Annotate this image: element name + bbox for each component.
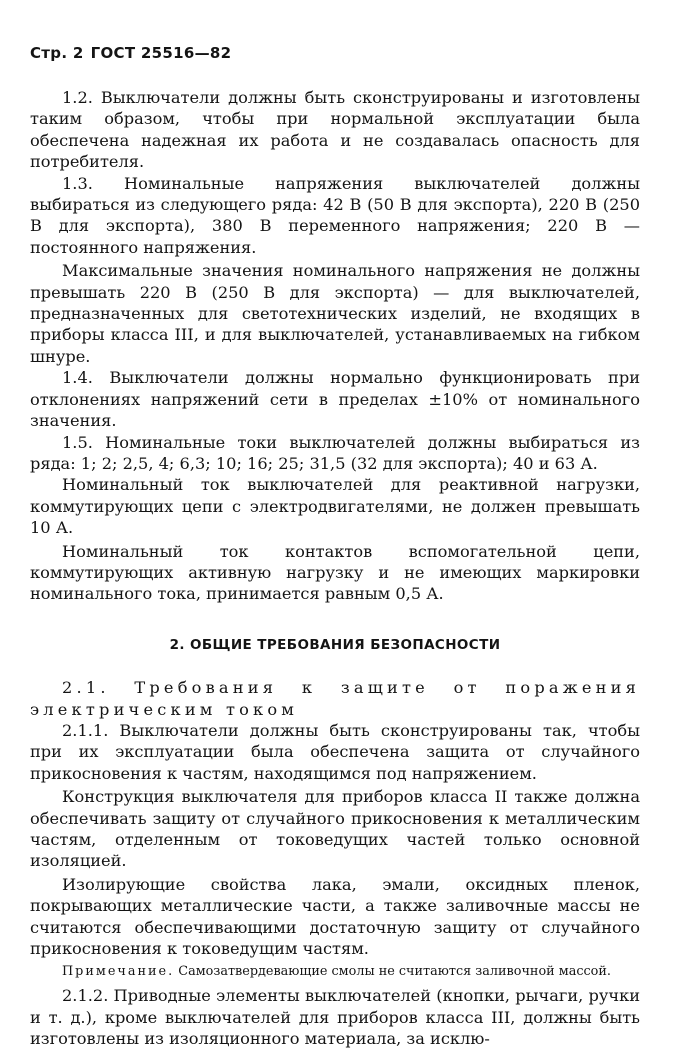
note (30, 963, 640, 981)
paragraph-2-1: 2.1. Требования к защите от поражения электрическим током (30, 678, 640, 719)
paragraph-max-voltage: Максимальные значения номинального напряжения не должны превышать 220 В (250 В для экспорта) — для выключателей, предназначенных для светотехнических изделий, не входящих в приборы класса III, и для выключателей, устанавливаемых на гибком шнуре. (30, 261, 640, 366)
note-label: Примечание. (62, 964, 175, 980)
paragraph-1-5: 1.5. Номинальные токи выключателей должны выбираться из ряда: 1; 2; 2,5, 4; 6,3; 10; 16; 25; 31,5 (32 для экспорта); 40 и 63 А. (30, 432, 640, 473)
paragraph-auxiliary-current: Номинальный ток контактов вспомогательной цепи, коммутирующих активную нагрузку и не имеющих маркировки номинального тока, принимается равным 0,5 А. (30, 541, 640, 604)
paragraph-reactive-load: Номинальный ток выключателей для реактивной нагрузки, коммутирующих цепи с электродвигателями, не должен превышать 10 А. (30, 475, 640, 538)
paragraph-2-1-2: 2.1.2. Приводные элементы выключателей (кнопки, рычаги, ручки и т. д.), кроме выключателей для приборов класса III, должны быть изготовлены из изоляционного материала, за исклю- (30, 986, 640, 1049)
standard-number: ГОСТ 25516—82 (90, 44, 232, 62)
section-2-title: 2. ОБЩИЕ ТРЕБОВАНИЯ БЕЗОПАСНОСТИ (169, 636, 501, 653)
paragraph-1-2: 1.2. Выключатели должны быть сконструированы и изготовлены таким образом, чтобы при нормальной эксплуатации была обеспечена надежная их работа и не создавалась опасность для потребителя. (30, 88, 640, 172)
note-text: Самозатвердевающие смолы не считаются заливочной массой. (178, 964, 611, 980)
paragraph-1-4: 1.4. Выключатели должны нормально функционировать при отклонениях напряжений сети в пределах ±10% от номинального значения. (30, 368, 640, 431)
page-number: Стр. 2 (30, 44, 84, 62)
document-body (30, 87, 640, 1050)
page-header (30, 44, 238, 62)
paragraph-insulation: Изолирующие свойства лака, эмали, оксидных пленок, покрывающих металлические части, а также заливочные массы не считаются обеспечивающими достаточную защиту от случайного прикосновения к токоведущим частям. (30, 874, 640, 959)
paragraph-1-3: 1.3. Номинальные напряжения выключателей должны выбираться из следующего ряда: 42 В (50 В для экспорта), 220 В (250 В для экспорта), 380 В переменного напряжения; 220 В — постоянного напряжения. (30, 173, 640, 257)
paragraph-class-2: Конструкция выключателя для приборов класса II также должна обеспечивать защиту от случайного прикосновения к металлическим частям, отделенным от токоведущих частей только основной изоляцией. (30, 787, 640, 871)
paragraph-2-1-1: 2.1.1. Выключатели должны быть сконструированы так, чтобы при их эксплуатации была обеспечена защита от случайного прикосновения к частям, находящимся под напряжением. (30, 720, 640, 783)
